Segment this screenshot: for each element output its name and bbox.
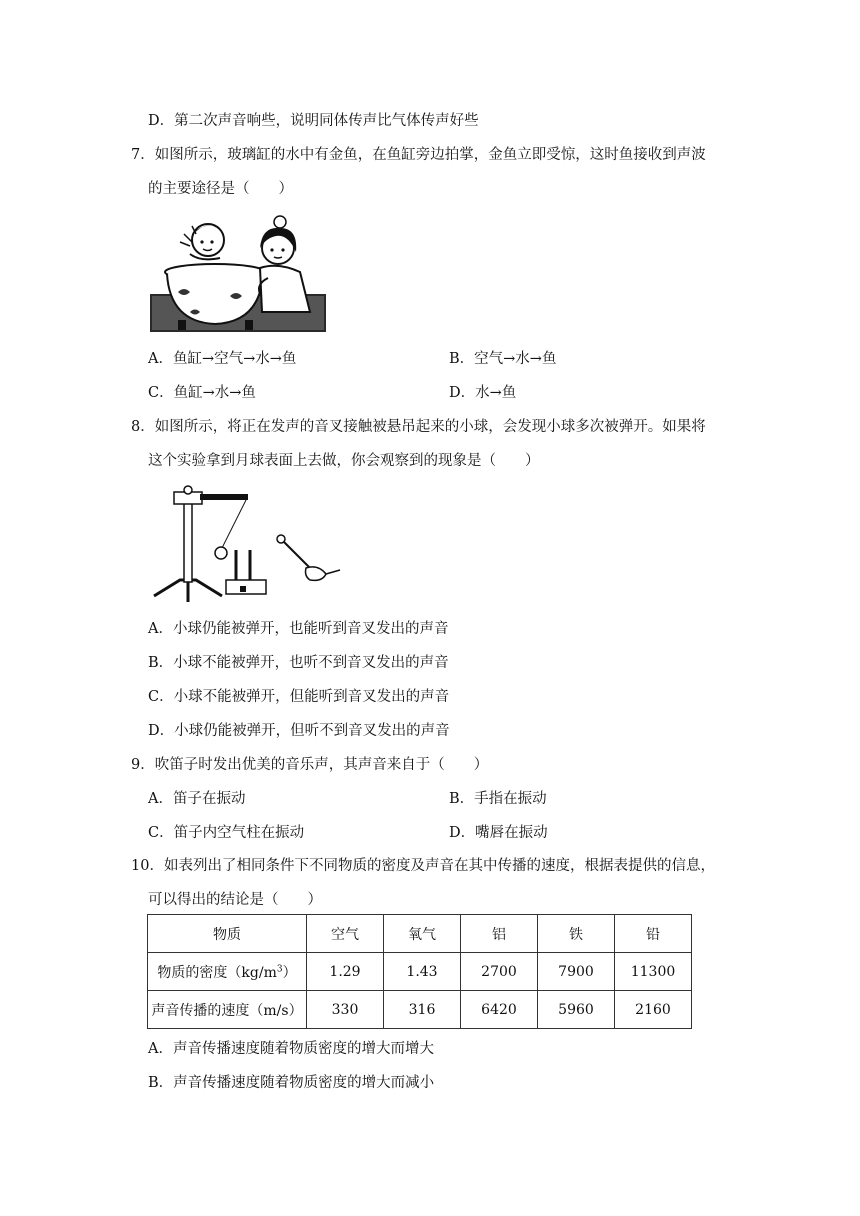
q10-stem-line2: 可以得出的结论是（ ）	[148, 892, 322, 908]
q7-option-b: B．空气→水→鱼	[449, 351, 557, 367]
fish-tank-clapping-figure	[150, 212, 326, 332]
q8-option-a: A．小球仍能被弹开，也能听到音叉发出的声音	[148, 621, 449, 637]
q8-stem-line2: 这个实验拿到月球表面上去做，你会观察到的现象是（ ）	[148, 453, 540, 469]
q7-stem-line1: 7．如图所示，玻璃缸的水中有金鱼，在鱼缸旁边拍掌，金鱼立即受惊，这时鱼接收到声波	[131, 147, 706, 163]
table-header-cell: 铁	[538, 915, 615, 953]
q8-option-c: C．小球不能被弹开，但能听到音叉发出的声音	[148, 689, 450, 705]
q9-option-b: B．手指在振动	[449, 791, 547, 807]
table-cell: 316	[384, 991, 461, 1029]
table-header-cell: 氧气	[384, 915, 461, 953]
q9-option-a: A．笛子在振动	[148, 791, 246, 807]
row-label-speed: 声音传播的速度（m/s）	[148, 991, 307, 1029]
table-header-cell: 空气	[307, 915, 384, 953]
table-cell: 6420	[461, 991, 538, 1029]
table-cell: 1.43	[384, 953, 461, 991]
tuning-fork-pendulum-figure	[150, 484, 342, 604]
table-header-row	[148, 915, 692, 953]
q8-stem-line1: 8．如图所示，将正在发声的音叉接触被悬吊起来的小球，会发现小球多次被弹开。如果将	[131, 419, 706, 435]
q7-stem-line2: 的主要途径是（ ）	[148, 181, 293, 197]
q7-option-d: D．水→鱼	[449, 385, 517, 401]
density-speed-table	[147, 914, 692, 1029]
q6-option-d: D．第二次声音响些，说明同体传声比气体传声好些	[148, 113, 479, 129]
q10-option-a: A．声音传播速度随着物质密度的增大而增大	[148, 1041, 434, 1057]
q8-option-d: D．小球仍能被弹开，但听不到音叉发出的声音	[148, 723, 450, 739]
q10-stem-line1: 10．如表列出了相同条件下不同物质的密度及声音在其中传播的速度，根据表提供的信息，	[131, 858, 715, 874]
q10-option-b: B．声音传播速度随着物质密度的增大而减小	[148, 1075, 435, 1091]
row-label-density: 物质的密度$(kg/m^3)$	[148, 953, 307, 991]
table-cell: 5960	[538, 991, 615, 1029]
table-row	[148, 991, 692, 1029]
q7-option-c: C．鱼缸→水→鱼	[148, 385, 256, 401]
table-cell: 7900	[538, 953, 615, 991]
q9-option-c: C．笛子内空气柱在振动	[148, 825, 305, 841]
table-cell: 330	[307, 991, 384, 1029]
table-cell: 2160	[615, 991, 692, 1029]
table-cell: 2700	[461, 953, 538, 991]
q7-option-a: A．鱼缸→空气→水→鱼	[148, 351, 297, 367]
table-header-cell: 铝	[461, 915, 538, 953]
q8-option-b: B．小球不能被弹开，也听不到音叉发出的声音	[148, 655, 449, 671]
table-row	[148, 953, 692, 991]
table-header-cell: 铅	[615, 915, 692, 953]
q9-stem: 9．吹笛子时发出优美的音乐声，其声音来自于（ ）	[131, 757, 489, 773]
table-cell: 1.29	[307, 953, 384, 991]
table-header-cell: 物质	[148, 915, 307, 953]
table-cell: 11300	[615, 953, 692, 991]
q9-option-d: D．嘴唇在振动	[449, 825, 548, 841]
